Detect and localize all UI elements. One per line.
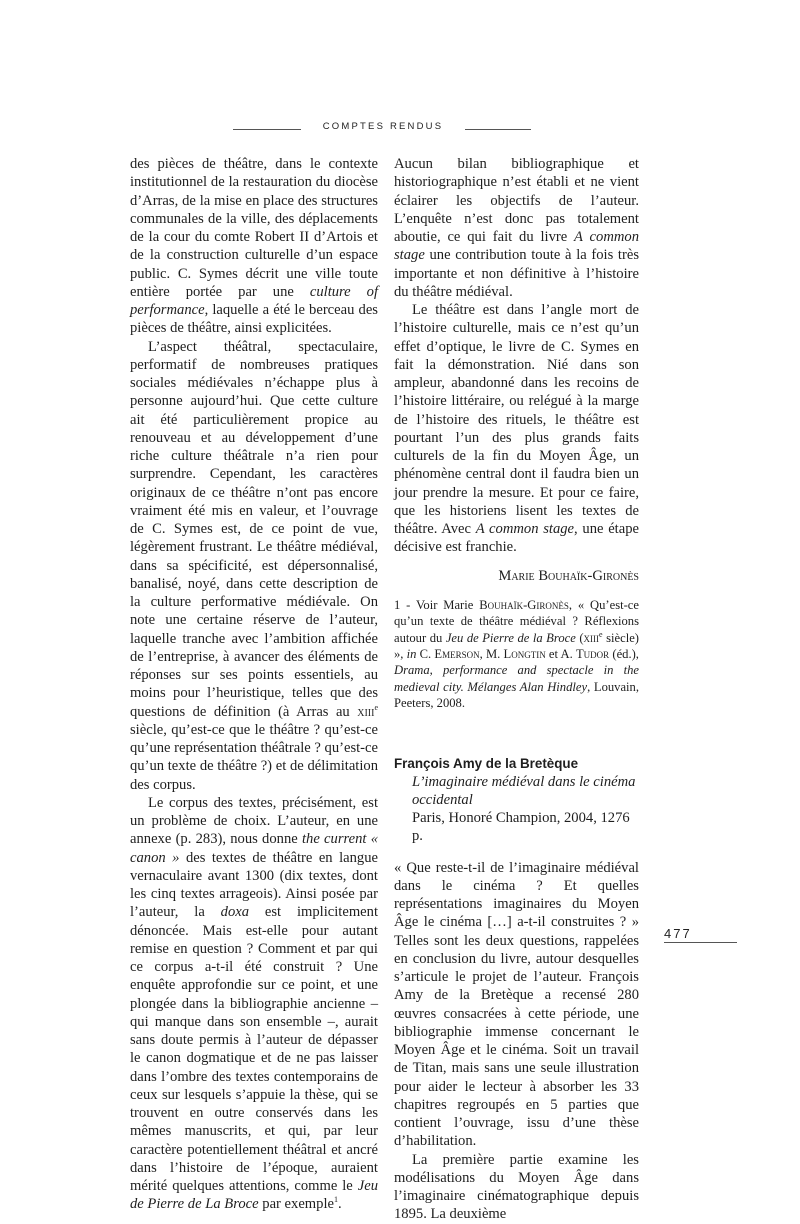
paragraph: Aucun bilan bibliographique et historiographique n’est établi et ne vient éclairer les objectifs de l’auteur. L’enquête n’est donc pas totalement aboutie, ce qui fait du livre A common stage une contribution toute à la fois très importante et non définitive à l’histoire du théâtre médiéval.: [394, 156, 640, 300]
page-number-rule: [664, 942, 737, 943]
review-publisher: Paris, Honoré Champion, 2004, 1276 p.: [412, 809, 630, 844]
review-author: François Amy de la Bretèque: [394, 755, 579, 771]
running-head-rule-right: [465, 129, 531, 130]
paragraph: L’aspect théâtral, spectaculaire, performatif de nombreuses pratiques sociales médiévales n’échappe plus à personne aujourd’hui. Que cette culture ait été particulièrement propice au renouveau et au développement d’une riche culture théâtrale n’a rien pour surprendre. Cependant, les caractères originaux de ce théâtre n’ont pas encore vraiment été mis en valeur, et l’ouvrage de C. Symes est, de ce point de vue, légèrement frustrant. Le théâtre médiéval, dans sa spécificité, est dépersonnalisé, banalisé, noyé, dans cette description de la culture performative médiévale. On note une certaine réserve de l’auteur, laquelle tranche avec l’ambition affichée de l’entreprise, à avancer des éléments de réponses sur ses points essentiels, au moins pour l’heuristique, telles que des questions de définition (à Arras au xiii$^e$ siècle, qu’est-ce que le théâtre ? qu’est-ce qu’une représentation théâtrale ? qu’est-ce qu’un texte de théâtre ?) et de délimitation des corpus.: [130, 338, 378, 793]
review-book-title: L’imaginaire médiéval dans le cinéma occidental: [412, 773, 636, 808]
footnote-ref: 1: [333, 1195, 338, 1205]
running-head: [0, 121, 800, 137]
paragraph: « Que reste-t-il de l’imaginaire médiéval dans le cinéma ? Et quelles représentations imaginaires du Moyen Âge le cinéma […] a-t-il construites ? » Telles sont les deux questions, rappelées en conclusion du livre, autour desquelles s’articule le projet de l’auteur. François Amy de la Bretèque a recensé 280 œuvres consacrées à cette période, une bibliographie immense concernant le Moyen Âge et le cinéma. Soit un travail de Titan, mais sans une seule illustration pour aider le lecteur à absorber les 33 chapitres regroupés en 5 parties que contient l’ouvrage, issu d’une thèse d’habilitation.: [394, 859, 639, 1150]
paragraph: Le théâtre est dans l’angle mort de l’histoire culturelle, mais ce n’est qu’un effet d’optique, le livre de C. Symes en fait la démonstration. Nié dans son ampleur, abandonné dans les recoins de l’histoire littéraire, ou relégué à la marge de l’histoire des rituels, le théâtre est pourtant l’un des plus grands faits culturels de la fin du Moyen Âge, un phénomène central dont il faudra bien un jour prendre la mesure. Et pour ce faire, que les historiens lisent les textes de théâtre. Avec A common stage, une étape décisive est franchie.: [394, 302, 639, 556]
paragraph: Le corpus des textes, précisément, est un problème de choix. L’auteur, en une annexe (p. 283), nous donne the current « canon » des textes de théâtre en langue vernaculaire avant 1300 (dix textes, dont les cinq textes arrageois). Ainsi posée par l’auteur, la doxa est implicitement dénoncée. Mais est-elle pour autant remise en question ? Comment et par qui ce corpus a-t-il été construit ? Une enquête approfondie sur ce point, et une plongée dans la bibliographie ancienne – qui manque dans son ensemble –, aurait sans doute permis à l’auteur de dépasser le canon dogmatique et de ne pas laisser dans l’ombre des textes contemporains de ceux sur lesquels s’appuie la thèse, qui se trouvent en outre conservés dans les mêmes manuscrits, et qui, par leur caractère potentiellement théâtral et ancré dans l’histoire de l’époque, auraient mérité quelques attentions, comme le Jeu de Pierre de La Broce par exemple$^1$.: [130, 794, 379, 1213]
footnote: 1 - Voir Marie Bouhaïk-Gironès, « Qu’est-ce qu’un texte de théâtre médiéval ? Réflexions autour du Jeu de Pierre de la Broce (xiii$^e$ siècle) », in C. Emerson, M. Longtin et A. Tudor (éd.), Drama, performance and spectacle in the medieval city. Mélanges Alan Hindley, Louvain, Peeters, 2008.: [394, 597, 639, 711]
paragraph: La première partie examine les modélisations du Moyen Âge dans l’imaginaire cinématographique depuis 1895. La deuxième: [394, 1151, 639, 1223]
page-number: 477: [664, 926, 692, 941]
review-heading: [394, 755, 639, 845]
running-head-title: COMPTES RENDUS: [322, 121, 444, 132]
right-column: [394, 155, 639, 1224]
left-column: [130, 155, 378, 1214]
reviewer-signature: Marie Bouhaïk-Gironès: [498, 567, 639, 584]
paragraph: des pièces de théâtre, dans le contexte institutionnel de la restauration du diocèse d’Arras, de la mise en place des structures communales de la ville, des déplacements de la cour du comte Robert II d’Artois et de la construction culturelle d’un espace public. C. Symes décrit une ville toute entière portée par une culture of performance, laquelle a été le berceau des pièces de théâtre, ainsi explicitées.: [130, 156, 379, 337]
running-head-rule-left: [233, 129, 301, 130]
